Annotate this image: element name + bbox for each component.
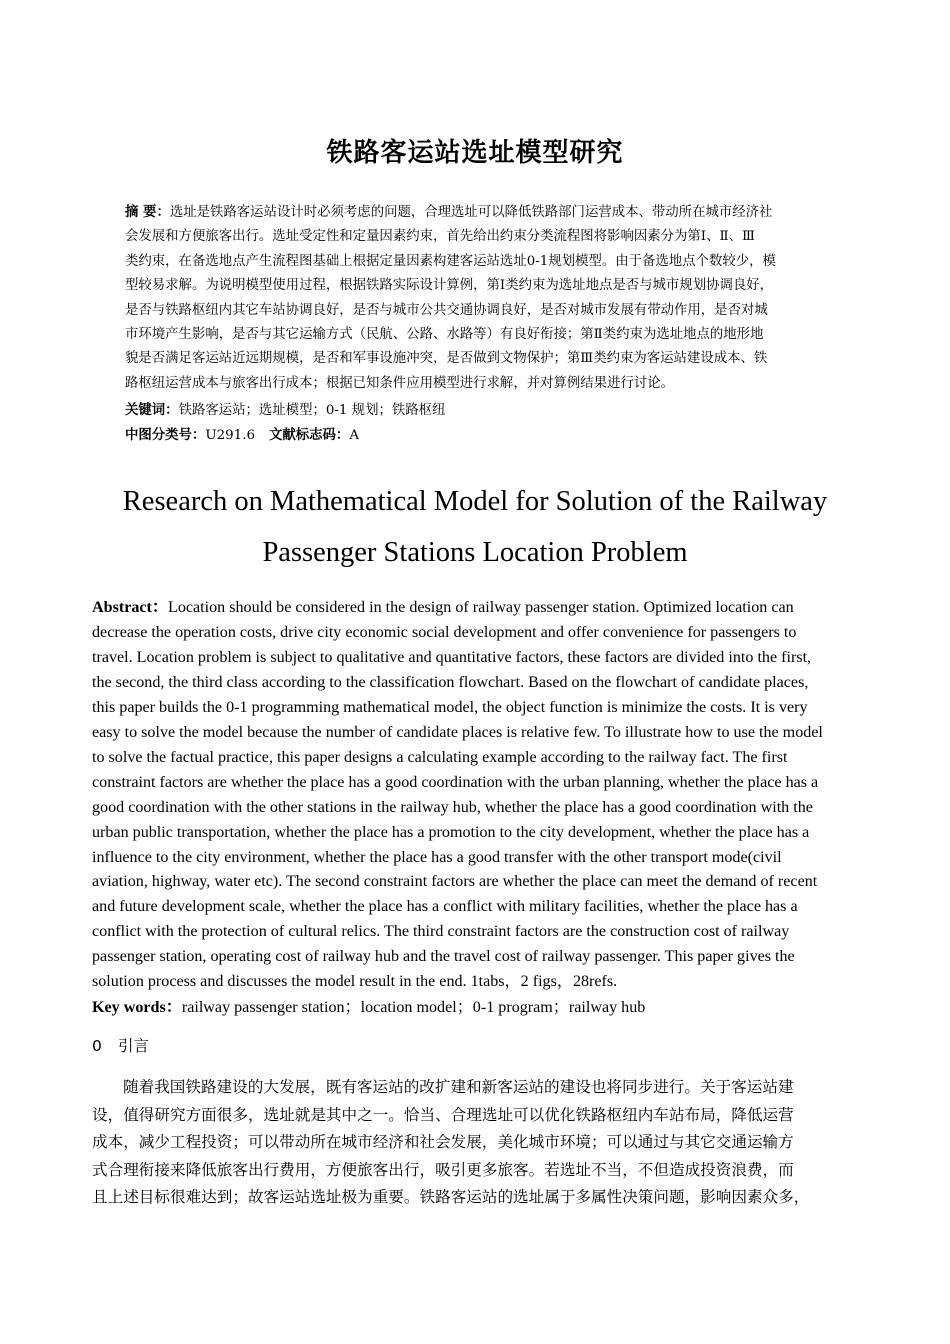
body-line: 且上述目标很难达到；故客运站选址极为重要。铁路客运站的选址属于多属性决策问题，影响因素众多， xyxy=(92,1188,810,1207)
english-abstract-line: and future development scale, whether the place has a conflict with military facilities, whether the place has a xyxy=(92,898,798,916)
section-heading xyxy=(92,1035,149,1057)
english-abstract-line: urban public transportation, whether the place has a promotion to the city development, whether the place has a xyxy=(92,823,810,841)
chinese-title: 铁路客运站选址模型研究 xyxy=(326,138,624,168)
english-abstract-line: conflict with the protection of cultural relics. The third constraint factors are the construction cost of railway xyxy=(92,923,790,941)
section-title: 引言 xyxy=(118,1037,150,1055)
english-abstract-line: influence to the city environment, whether the place has a good transfer with the other transport mode(civil xyxy=(92,848,782,866)
chinese-abstract-line: 摘 要：选址是铁路客运站设计时必须考虑的问题，合理选址可以降低铁路部门运营成本、带动所在城市经济社 xyxy=(125,204,773,220)
body-line: 成本，减少工程投资；可以带动所在城市经济和社会发展，美化城市环境；可以通过与其它交通运输方 xyxy=(92,1133,794,1152)
english-keywords-text: railway passenger station；location model；0-1 program；railway hub xyxy=(181,999,646,1016)
chinese-keywords-label: 关键词： xyxy=(125,402,179,418)
chinese-abstract xyxy=(125,200,825,396)
english-abstract-line: aviation, highway, water etc). The second constraint factors are whether the place can meet the demand of recent xyxy=(92,873,818,891)
english-abstract-line: travel. Location problem is subject to qualitative and quantitative factors, these factors are divided into the first, xyxy=(92,648,812,666)
english-keywords-label: Key words： xyxy=(92,999,182,1016)
chinese-abstract-line: 是否与铁路枢纽内其它车站协调良好，是否与城市公共交通协调良好，是否对城市发展有带动作用，是否对城 xyxy=(125,302,768,318)
chinese-abstract-line: 市环境产生影响，是否与其它运输方式（民航、公路、水路等）有良好衔接；第Ⅱ类约束为选址地点的地形地 xyxy=(125,327,764,343)
english-abstract-line: good coordination with the other stations in the railway hub, whether the place has a good coordination with the xyxy=(92,798,813,816)
chinese-keywords xyxy=(125,400,825,421)
classification-code: U291.6 xyxy=(205,428,255,443)
section-number: 0 xyxy=(92,1037,102,1055)
body-line: 设，值得研究方面很多，选址就是其中之一。恰当、合理选址可以优化铁路枢纽内车站布局，降低运营 xyxy=(92,1105,794,1124)
english-abstract-line: this paper builds the 0-1 programming mathematical model, the object function is minimize the costs. It is very xyxy=(92,698,808,716)
english-abstract-line: decrease the operation costs, drive city economic social development and offer convenience for passengers to xyxy=(92,623,797,641)
english-abstract-line: Abstract：Location should be considered in the design of railway passenger station. Optimized location can xyxy=(92,599,794,616)
english-abstract-label: Abstract： xyxy=(92,599,168,616)
document-code-label: 文献标志码： xyxy=(268,427,350,443)
english-title xyxy=(80,476,870,578)
english-title-line: Research on Mathematical Model for Solution of the Railway xyxy=(122,486,828,517)
chinese-abstract-line: 会发展和方便旅客出行。选址受定性和定量因素约束，首先给出约束分类流程图将影响因素分为第Ⅰ、Ⅱ、Ⅲ xyxy=(125,229,755,245)
english-title-line: Passenger Stations Location Problem xyxy=(262,537,688,568)
body-paragraph xyxy=(92,1074,858,1212)
classification-line xyxy=(125,425,825,446)
chinese-keywords-text: 铁路客运站；选址模型；0-1 规划；铁路枢纽 xyxy=(178,403,446,418)
document-code: A xyxy=(349,428,359,443)
english-abstract-line: constraint factors are whether the place has a good coordination with the urban planning, whether the place has a xyxy=(92,773,819,791)
english-abstract-line: passenger station, operating cost of railway hub and the travel cost of railway passenger. This paper gives the xyxy=(92,948,795,966)
english-abstract-line: the second, the third class according to the classification flowchart. Based on the flowchart of candidate places, xyxy=(92,673,809,691)
chinese-abstract-label: 摘 要： xyxy=(125,204,170,220)
classification-label: 中图分类号： xyxy=(125,427,206,443)
english-abstract-line: solution process and discusses the model result in the end. 1tabs，2 figs，28refs. xyxy=(92,973,618,991)
body-line: 随着我国铁路建设的大发展，既有客运站的改扩建和新客运站的建设也将同步进行。关于客运站建 xyxy=(123,1078,794,1096)
chinese-abstract-line: 类约束，在备选地点产生流程图基础上根据定量因素构建客运站选址0-1规划模型。由于备选地点个数较少，模 xyxy=(125,253,776,269)
body-line: 式合理衔接来降低旅客出行费用，方便旅客出行，吸引更多旅客。若选址不当，不但造成投资浪费，而 xyxy=(92,1160,794,1179)
chinese-abstract-line: 貌是否满足客运站近远期规模，是否和军事设施冲突，是否做到文物保护；第Ⅲ类约束为客运站建设成本、铁 xyxy=(125,351,768,367)
english-abstract xyxy=(92,596,858,995)
english-abstract-line: easy to solve the model because the number of candidate places is relative few. To illustrate how to use the model xyxy=(92,723,823,741)
english-keywords xyxy=(92,996,858,1020)
chinese-abstract-line: 路枢纽运营成本与旅客出行成本；根据已知条件应用模型进行求解，并对算例结果进行讨论。 xyxy=(125,375,675,391)
chinese-abstract-line: 型较易求解。为说明模型使用过程，根据铁路实际设计算例，第Ⅰ类约束为选址地点是否与城市规划协调良好， xyxy=(125,278,774,294)
english-abstract-line: to solve the factual practice, this paper designs a calculating example according to the railway fact. The first xyxy=(92,748,788,766)
